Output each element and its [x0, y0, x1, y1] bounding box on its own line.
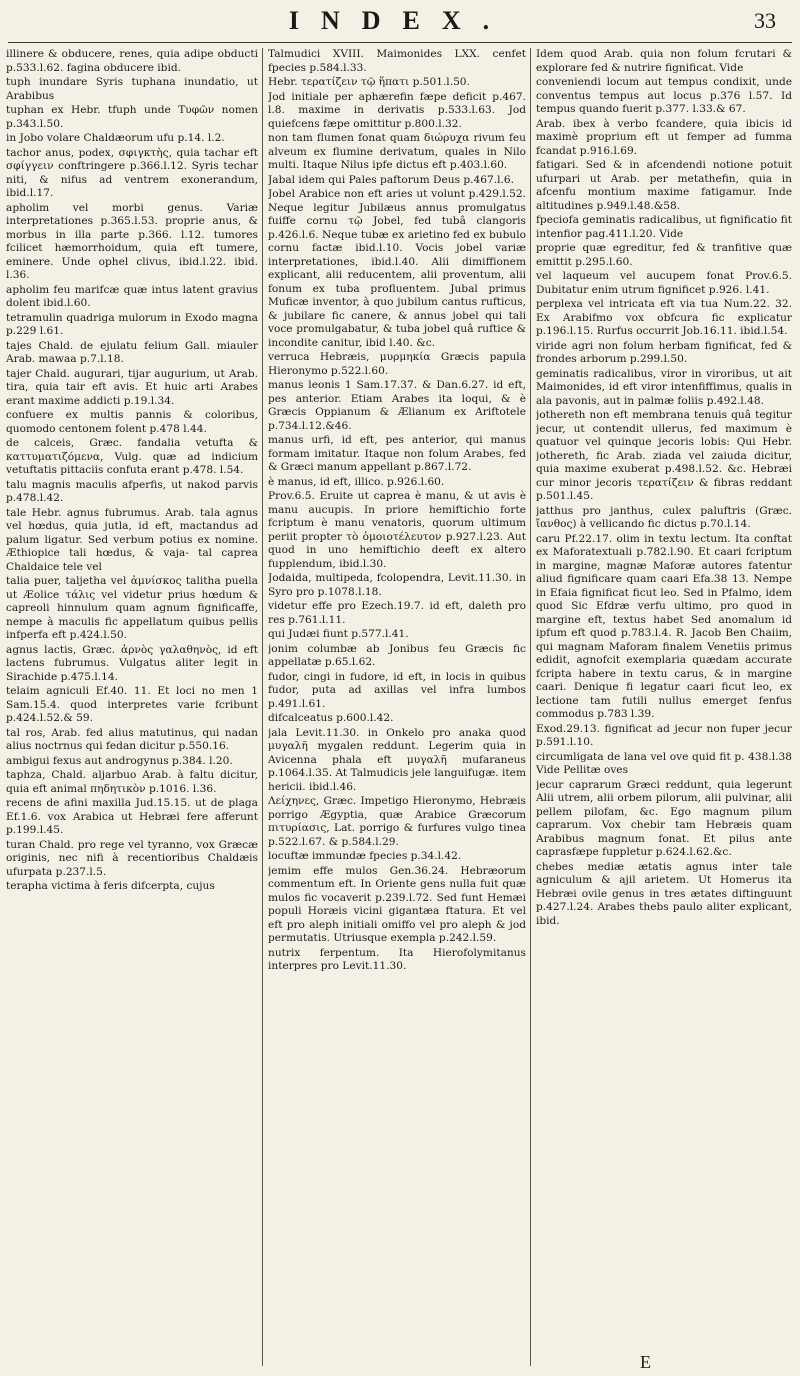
index-entry: nutrix ferpentum. Ita Hierofolymitanus interpres pro Levit.11.30. [268, 946, 526, 972]
column-left [6, 48, 258, 1366]
column-divider-right [530, 48, 531, 1366]
index-entry: taphza, Chald. aljarbuo Arab. à faltu dicitur, quia eft animal πηδητικὸν p.1016. l.36. [6, 769, 258, 795]
index-entry: perplexa vel intricata eft via tua Num.22. 32. Ex Arabifmo vox obfcura fic explicatur p.196.l.15. Rurfus occurrit Job.16.11. ibid.l.54. [536, 298, 792, 337]
signature-mark: E [640, 1352, 651, 1372]
index-entry: telaim agniculi Ef.40. 11. Et loci no men 1 Sam.15.4. quod interpretes varie fcribunt p.424.l.52.& 59. [6, 685, 258, 724]
index-entry: tale Hebr. agnus fubrumus. Arab. tala agnus vel hœdus, quia jutla, id eft, mactandus ad palum ligatur. Sed verbum potius ex nomine. Æthiopice tali hœdus, & vaja- tal caprea Chaldaice tele vel [6, 506, 258, 573]
index-entry: Talmudici XVIII. Maimonides LXX. cenfet fpecies p.584.l.33. [268, 48, 526, 74]
index-entry: jemim effe mulos Gen.36.24. Hebræorum commentum eft. In Oriente gens nulla fuit quæ mulos fic vocaverit p.239.l.72. Sed funt Hemæi populi Horæis vicini gigantæa ftatura. Et vel eft pro aleph initiali omiffo vel pro aleph & jod permutatis. Utriusque exempla p.242.l.59. [268, 864, 526, 944]
index-entry: locuftæ immundæ fpecies p.34.l.42. [268, 850, 462, 862]
page-title: INDEX. [288, 6, 512, 35]
index-entry: apholim vel morbi genus. Variæ interpretationes p.365.l.53. proprie anus, & morbus in illa parte p.366. l.12. tumores fcilicet hæmorrhoidum, quia eft tumere, eminere. Unde ophel clivus, ibid.l.22. ibid. l.36. [6, 201, 258, 281]
index-entry: jecur caprarum Græci reddunt, quia legerunt Alii utrem, alii orbem pilorum, alii pulvinar, alii pellem pilofam, &c. Ego magnum pilum caprarum. Vox chebir tam Hebræis quam Arabibus magnum fonat. Et pilus ante caprasfæpe fuppletur p.624.l.62.&c. [536, 778, 792, 858]
index-entry: manus leonis 1 Sam.17.37. & Dan.6.27. id eft, pes anterior. Etiam Arabes ita loqui, & è Græcis Oppianum & Ælianum ex Ariftotele p.734.l.12.&46. [268, 379, 526, 432]
index-entry: geminatis radicalibus, viror in viroribus, ut ait Maimonides, id eft viror intenfiffimus, qualis in ala pavonis, aut in palmæ foliis p.492.l.48. [536, 367, 792, 407]
header-rule [8, 42, 792, 43]
index-entry: fudor, cingi in fudore, id eft, in locis in quibus fudor, puta ad axillas vel infra lumbos p.491.l.61. [268, 670, 526, 710]
index-entry: è manus, id eft, illico. p.926.l.60. [268, 475, 445, 488]
index-entry: jala Levit.11.30. in Onkelo pro anaka quod μυγαλῆ mygalen reddunt. Legerim quia in Avicenna phala eft μυγαλῆ mufaraneus p.1064.l.35. At Talmudicis jele languifugæ. item hericii. ibid.l.46. [268, 726, 526, 793]
index-entry: Λείχηνες, Græc. Impetigo Hieronymo, Hebræis porrigo Ægyptia, quæ Arabice Græcorum πιτυρίασις, Lat. porrigo & furfures vulgo tinea p.522.l.67. & p.584.l.29. [268, 795, 526, 848]
index-entry: Idem quod Arab. quia non folum fcrutari & explorare fed & nutrire fignificat. Vide [536, 48, 792, 74]
index-entry: Exod.29.13. fignificat ad jecur non fuper jecur p.591.l.10. [536, 722, 792, 748]
index-entry: qui Judæi fiunt p.577.l.41. [268, 628, 409, 640]
index-entry: videtur effe pro Ezech.19.7. id eft, daleth pro res p.761.l.11. [268, 600, 526, 626]
index-entry: Jobel Arabice non eft aries ut volunt p.429.l.52. Neque legitur Jubilæus annus promulgatus fuiffe cornu τῷ Jobel, fed tubâ clangoris p.426.l.6. Neque tubæ ex arietino fed ex bubulo cornu factæ ibid.l.10. Vocis jobel variæ interpretationes, ibid.l.40. Alii dimiffionem explicant, alii reducentem, alii proventum, alii fonum ex tuba profluentem. Jubal primus Muficæ inventor, à quo jubilum cantus rufticus, & jubilare fic canere, & annus jobel qui tali voce promulgabatur, & tuba jobel quâ ruftice & incondite canitur, ibid l.40. &c. [268, 188, 526, 349]
index-entry: vel laqueum vel aucupem fonat Prov.6.5. Dubitatur enim utrum fignificet p.926. l.41. [536, 270, 792, 296]
page-header [0, 6, 800, 40]
column-middle [268, 48, 526, 1366]
column-divider-left [262, 48, 263, 1366]
index-entry: tuphan ex Hebr. tfuph unde Τυφῶν nomen p.343.l.50. [6, 104, 258, 130]
index-entry: Arab. ibex à verbo fcandere, quia ibicis id maximè proprium eft ut femper ad fumma fcandat p.916.l.69. [536, 117, 792, 157]
index-entry: manus urfi, id eft, pes anterior, qui manus formam imitatur. Itaque non folum Arabes, fed & Græci manum appellant p.867.l.72. [268, 434, 526, 473]
index-entry: tajer Chald. augurari, tijar augurium, ut Arab. tira, quia tair eft avis. Et huic arti Arabes erant maxime addicti p.19.l.34. [6, 367, 258, 407]
index-entry: tetramulin quadriga mulorum in Exodo magna p.229 l.61. [6, 311, 258, 337]
index-entry: illinere & obducere, renes, quia adipe obducti p.533.l.62. fagina obducere ibid. [6, 48, 258, 74]
index-entry: jonim columbæ ab Jonibus feu Græcis fic appellatæ p.65.l.62. [268, 642, 526, 668]
index-entry: Hebr. τερατίζειν τῷ ἥπατι p.501.l.50. [268, 76, 470, 88]
index-entry: difcalceatus p.600.l.42. [268, 712, 394, 724]
index-entry: talu magnis maculis afperfis, ut nakod parvis p.478.l.42. [6, 478, 258, 504]
index-entry: non tam flumen fonat quam διώρυχα rivum feu alveum ex flumine derivatum, quales in Nilo multi. Itaque Nilus ipfe dictus eft p.403.l.60. [268, 132, 526, 171]
index-entry: apholim feu marifcæ quæ intus latent gravius dolent ibid.l.60. [6, 283, 258, 309]
index-entry: tajes Chald. de ejulatu felium Gall. miauler Arab. mawaa p.7.l.18. [6, 339, 258, 365]
index-entry: jatthus pro janthus, culex paluftris (Græc. ἴανθος) à vellicando fic dictus p.70.l.14. [536, 504, 792, 530]
index-entry: chebes mediæ ætatis agnus inter tale agniculum & ajil arietem. Ut Homerus ita Hebræi ovile genus in tres ætates diftinguunt p.427.l.24. Arabes thebs paulo aliter explicant, ibid. [536, 860, 792, 927]
index-entry: turan Chald. pro rege vel tyranno, vox Græcæ originis, nec nifi à recentioribus Chaldæis ufurpata p.237.l.5. [6, 838, 258, 878]
index-entry: Jodaida, multipeda, fcolopendra, Levit.11.30. in Syro pro p.1078.l.18. [268, 572, 526, 598]
index-entry: Jabal idem qui Pales paftorum Deus p.467.l.6. [268, 173, 514, 186]
index-entry: fatigari. Sed & in afcendendi notione potuit ufurpari ut Arab. per metathefin, quia in afcenfu montium maxime fatigamur. Inde altitudines p.949.l.48.&58. [536, 159, 792, 212]
column-right [536, 48, 792, 1366]
index-entry: verruca Hebræis, μυρμηκία Græcis papula Hieronymo p.522.l.60. [268, 351, 526, 377]
index-entry: confuere ex multis pannis & coloribus, quomodo centonem folent p.478 l.44. [6, 409, 258, 435]
index-entry: tal ros, Arab. fed alius matutinus, qui nadan alius noctrnus qui fedan dicitur p.550.16. [6, 726, 258, 752]
index-entry: de calceis, Græc. fandalia vetufta & καττυματιζόμενα, Vulg. quæ ad indicium vetuftatis pittaciis confuta erant p.478. l.54. [6, 437, 258, 476]
index-entry: tachor anus, podex, σφιγκτὴς, quia tachar eft σφίγγειν conftringere p.366.l.12. Syris techar niti, & nifus ad ventrem exonerandum, ibid.l.17. [6, 146, 258, 199]
index-entry: circumligata de lana vel ove quid fit p. 438.l.38 Vide Pellitæ oves [536, 750, 792, 776]
index-entry: Jod initiale per aphærefin fæpe deficit p.467. l.8. maxime in derivatis p.533.l.63. Jod quiefcens fæpe omittitur p.800.l.32. [268, 90, 526, 130]
index-entry: in Jobo volare Chaldæorum ufu p.14. l.2. [6, 132, 225, 144]
index-entry: Prov.6.5. Eruite ut caprea è manu, & ut avis è manu aucupis. In priore hemiftichio forte fcriptum è manu venatoris, quorum ultimum periit propter τὸ ὁμοιοτέλευτον p.927.l.23. Aut quod in uno hemiftichio deeft ex altero fupplendum, ibid.l.30. [268, 490, 526, 570]
index-entry: fpeciofa geminatis radicalibus, ut fignificatio fit intenfior pag.411.l.20. Vide [536, 214, 792, 240]
index-entry: terapha victima à feris difcerpta, cujus [6, 880, 215, 892]
index-entry: agnus lactis, Græc. ἀρνὸς γαλαθηνὸς, id eft lactens fubrumus. Vulgatus aliter legit in Sirachide p.475.l.14. [6, 643, 258, 683]
index-entry: jothereth non eft membrana tenuis quâ tegitur jecur, ut contendit ullerus, fed maximum è quatuor vel quinque jecoris lobis: Qui Hebr. jothereth, fic Arab. ziada vel zaiuda dicitur, quia maxime exuberat p.498.l.52. &c. Hebræi cur minor jecoris τερατίζειν & fibras reddant p.501.l.45. [536, 409, 792, 502]
index-entry: ambigui fexus aut androgynus p.384. l.20. [6, 754, 233, 767]
index-entry: conveniendi locum aut tempus condixit, unde conventus tempus aut locus p.376 l.57. Id tempus quando fuerit p.377. l.33.& 67. [536, 76, 792, 115]
page-number: 33 [754, 8, 776, 33]
index-entry: viride agri non folum herbam fignificat, fed & frondes arborum p.299.l.50. [536, 339, 792, 365]
index-entry: proprie quæ egreditur, fed & tranfitive quæ emittit p.295.l.60. [536, 242, 792, 268]
index-entry: caru Pf.22.17. olim in textu lectum. Ita conftat ex Maforatextuali p.782.l.90. Et caari fcriptum in margine, magnæ Maforæ autores fatentur aliud fignificare quam caari Efa.38 13. Nempe in Efaia fignificat ficut leo. Sed in Pfalmo, idem quod Sic Efdræ verfu ultimo, pro quod in margine eft, textus habet Sed anomalum id ipfum eft quod p.783.l.4. R. Jacob Ben Chaiim, qui magnam Maforam finalem Venetiis primus edidit, agnofcit exemplaria quædam accurate fcripta habere in textu carus, & in margine caari. Denique fi legatur caari ficut leo, ex lectione tam futili nullus emerget fenfus commodus p.783 l.39. [536, 532, 792, 720]
index-entry: tuph inundare Syris tuphana inundatio, ut Arabibus [6, 76, 258, 102]
index-entry: recens de afini maxilla Jud.15.15. ut de plaga Ef.1.6. vox Arabica ut Hebræi fere afferunt p.199.l.45. [6, 797, 258, 836]
index-entry: talia puer, taljetha vel ἀμνίσκος talitha puella ut Æolice τάλις vel videtur prius hœdum & capreoli hinnulum quam agnum fignificaffe, nempe à maculis fic appellatum quibus pellis infperfa eft p.424.l.50. [6, 575, 258, 641]
